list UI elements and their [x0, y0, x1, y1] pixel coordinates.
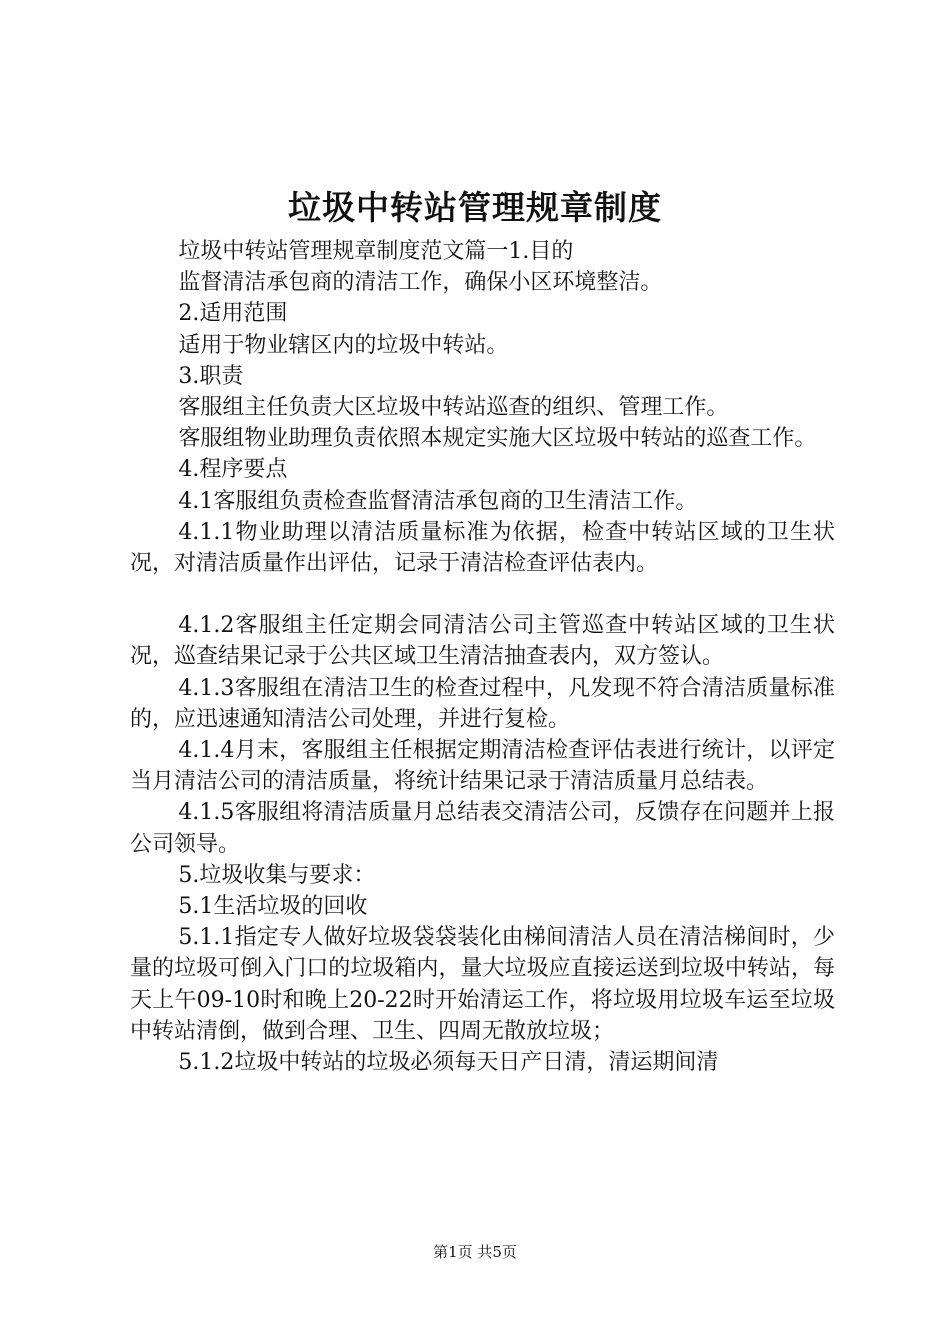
document-title: 垃圾中转站管理规章制度 — [288, 188, 662, 227]
paragraph: 4.1.1物业助理以清洁质量标准为依据，检查中转站区域的卫生状况，对清洁质量作出评估，记录于清洁检查评估表内。 — [130, 519, 835, 577]
paragraph: 4.1.4月末，客服组主任根据定期清洁检查评估表进行统计，以评定当月清洁公司的清洁质量，将统计结果记录于清洁质量月总结表。 — [130, 738, 835, 795]
paragraph: 4.1.3客服组在清洁卫生的检查过程中，凡发现不符合清洁质量标准的，应迅速通知清洁公司处理，并进行复检。 — [130, 675, 835, 732]
paragraph: 4.程序要点 — [178, 457, 288, 483]
paragraph: 客服组物业助理负责依照本规定实施大区垃圾中转站的巡查工作。 — [178, 426, 817, 452]
paragraph: 适用于物业辖区内的垃圾中转站。 — [178, 332, 509, 358]
document-body — [130, 236, 835, 1078]
paragraph: 5.1.1指定专人做好垃圾袋袋装化由梯间清洁人员在清洁梯间时，少量的垃圾可倒入门口的垃圾箱内，量大垃圾应直接运送到垃圾中转站，每天上午09-10时和晚上20-22时开始清运工作，将垃圾用垃圾车运至垃圾中转站清倒，做到合理、卫生、四周无散放垃圾； — [130, 925, 835, 1044]
paragraph: 监督清洁承包商的清洁工作，确保小区环境整洁。 — [178, 270, 663, 296]
paragraph: 5.1生活垃圾的回收 — [178, 894, 368, 920]
page-footer: 第1页 共5页 — [433, 1243, 517, 1261]
paragraph: 4.1客服组负责检查监督清洁承包商的卫生清洁工作。 — [178, 488, 698, 514]
paragraph: 4.1.5客服组将清洁质量月总结表交清洁公司，反馈存在问题并上报公司领导。 — [130, 800, 835, 857]
paragraph: 5.1.2垃圾中转站的垃圾必须每天日产日清，清运期间清 — [178, 1050, 719, 1076]
paragraph: 5.垃圾收集与要求： — [178, 862, 376, 888]
paragraph: 2.适用范围 — [178, 301, 288, 327]
paragraph: 垃圾中转站管理规章制度范文篇一1.目的 — [178, 239, 574, 264]
paragraph: 客服组主任负责大区垃圾中转站巡查的组织、管理工作。 — [178, 395, 729, 421]
paragraph: 4.1.2客服组主任定期会同清洁公司主管巡查中转站区域的卫生状况，巡查结果记录于公共区域卫生清洁抽查表内，双方签认。 — [130, 613, 835, 670]
paragraph: 3.职责 — [178, 363, 244, 389]
